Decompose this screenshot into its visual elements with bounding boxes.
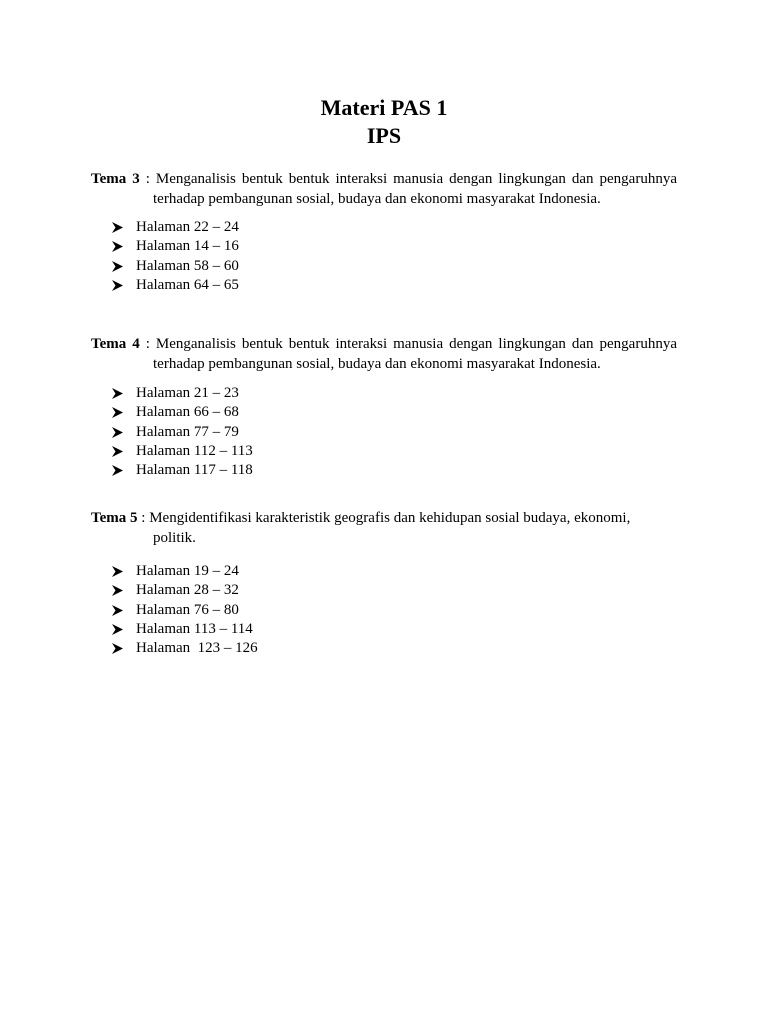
- list-item: Halaman 21 – 23: [112, 384, 253, 403]
- arrowhead-bullet-icon: [112, 218, 126, 237]
- arrowhead-bullet-icon: [112, 601, 126, 620]
- list-item: Halaman 117 – 118: [112, 461, 253, 480]
- arrowhead-bullet-icon: [112, 403, 126, 422]
- list-item: Halaman 123 – 126: [112, 639, 258, 658]
- list-item: Halaman 22 – 24: [112, 218, 239, 237]
- tema-4-separator: :: [139, 336, 156, 352]
- list-item: Halaman 76 – 80: [112, 601, 258, 620]
- tema-4-label: Tema 4: [91, 336, 140, 352]
- tema-4-page-list: [112, 384, 253, 480]
- list-item: Halaman 66 – 68: [112, 403, 253, 422]
- document-title: Materi PAS 1: [320, 95, 448, 120]
- list-item: Halaman 112 – 113: [112, 442, 253, 461]
- tema-5-separator: :: [137, 510, 150, 526]
- arrowhead-bullet-icon: [112, 276, 126, 295]
- list-item: Halaman 28 – 32: [112, 581, 258, 600]
- tema-5-label: Tema 5: [91, 510, 138, 526]
- tema-3-text-line2: terhadap pembangunan sosial, budaya dan ekonomi masyarakat Indonesia.: [153, 190, 601, 207]
- list-item: Halaman 113 – 114: [112, 620, 258, 639]
- tema-4-description: [91, 335, 677, 374]
- list-item: Halaman 14 – 16: [112, 237, 239, 256]
- arrowhead-bullet-icon: [112, 620, 126, 639]
- list-item: Halaman 19 – 24: [112, 562, 258, 581]
- arrowhead-bullet-icon: [112, 384, 126, 403]
- tema-5-text-line1: Mengidentifikasi karakteristik geografis dan kehidupan sosial budaya, ekonomi,: [149, 510, 631, 526]
- list-item: Halaman 64 – 65: [112, 276, 239, 295]
- arrowhead-bullet-icon: [112, 423, 126, 442]
- arrowhead-bullet-icon: [112, 257, 126, 276]
- tema-5-description: [91, 509, 677, 548]
- tema-4-text-line1: Menganalisis bentuk bentuk interaksi manusia dengan lingkungan dan pengaruhnya: [155, 336, 677, 352]
- arrowhead-bullet-icon: [112, 461, 126, 480]
- tema-4-text-line2: terhadap pembangunan sosial, budaya dan ekonomi masyarakat Indonesia.: [153, 355, 601, 372]
- tema-5-text-line2: politik.: [153, 529, 196, 546]
- tema-3-page-list: [112, 218, 239, 295]
- list-item: Halaman 77 – 79: [112, 423, 253, 442]
- list-item: Halaman 58 – 60: [112, 257, 239, 276]
- tema-3-text-line1: Menganalisis bentuk bentuk interaksi manusia dengan lingkungan dan pengaruhnya: [155, 171, 677, 187]
- tema-3-label: Tema 3: [91, 171, 140, 187]
- arrowhead-bullet-icon: [112, 442, 126, 461]
- arrowhead-bullet-icon: [112, 562, 126, 581]
- arrowhead-bullet-icon: [112, 639, 126, 658]
- document-subtitle: IPS: [366, 123, 402, 148]
- tema-5-page-list: [112, 562, 258, 658]
- arrowhead-bullet-icon: [112, 237, 126, 256]
- arrowhead-bullet-icon: [112, 581, 126, 600]
- tema-3-separator: :: [139, 171, 156, 187]
- tema-3-description: [91, 170, 677, 209]
